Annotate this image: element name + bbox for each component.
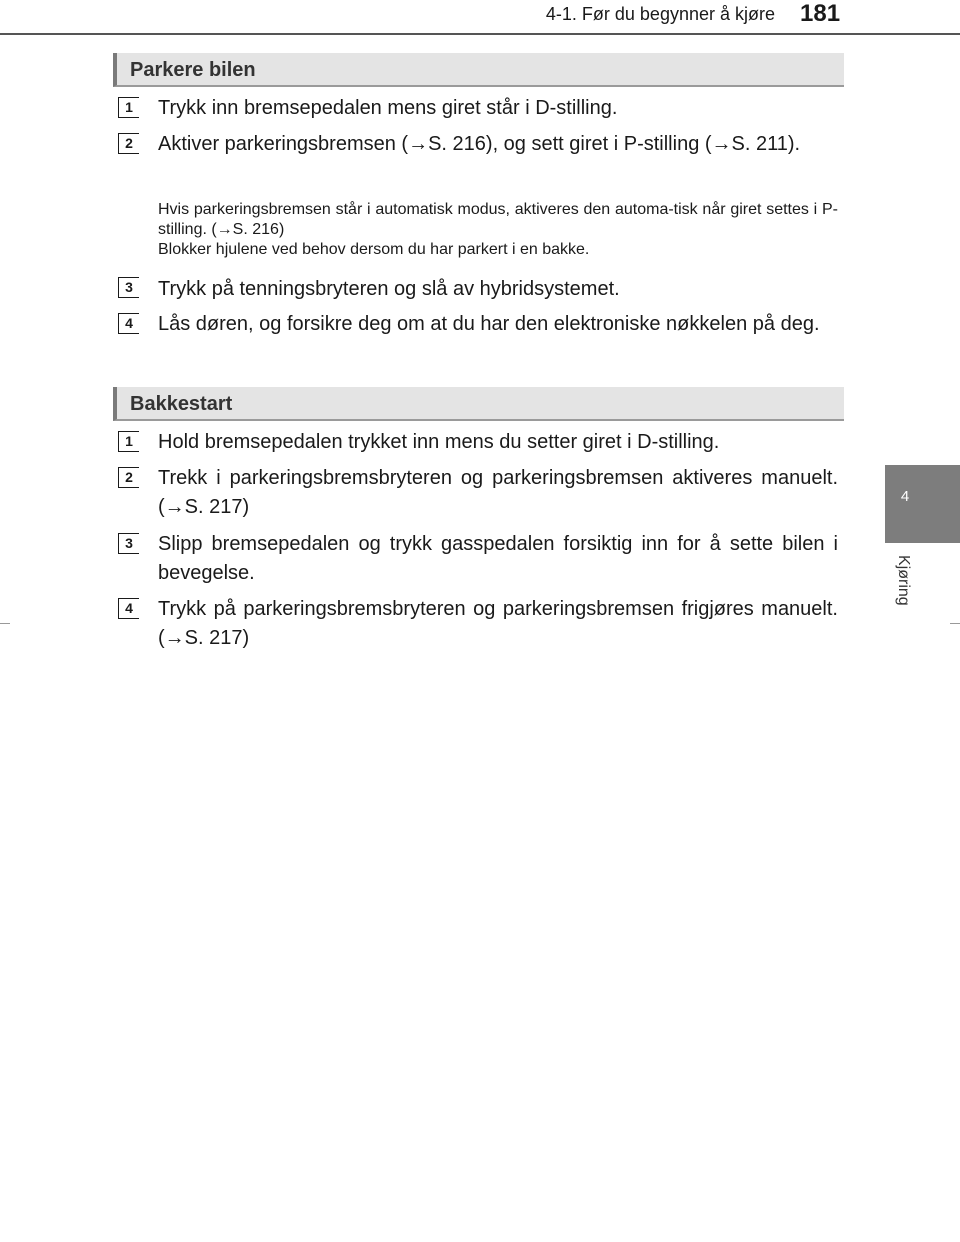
chapter-label-text: Kjøring: [895, 555, 912, 606]
crop-mark-left: [0, 623, 10, 624]
step-number: 3: [118, 533, 139, 554]
step-text: Trekk i parkeringsbremsbryteren og parkeringsbremsen aktiveres manuelt. (→S. 217): [158, 467, 838, 518]
step-text: Slipp bremsepedalen og trykk gasspedalen forsiktig inn for å sette bilen i bevegelse.: [158, 533, 838, 584]
section-title: Bakkestart: [130, 393, 233, 415]
step-number: 2: [118, 467, 139, 488]
chapter-label: [888, 555, 918, 625]
chapter-tab: [885, 465, 960, 543]
step-text: Aktiver parkeringsbremsen (→S. 216), og sett giret i P-stilling (→S. 211).: [158, 133, 801, 155]
step-number: 4: [118, 313, 139, 334]
note-text: Blokker hjulene ved behov dersom du har parkert i en bakke.: [158, 241, 590, 258]
step-number: 2: [118, 133, 139, 154]
crop-mark-right: [950, 623, 960, 624]
section-title: Parkere bilen: [130, 59, 256, 81]
section-header-parking: [113, 53, 844, 87]
step-number: 3: [118, 277, 139, 298]
header-section-title: 4-1. Før du begynner å kjøre: [545, 4, 775, 24]
step-number: 1: [118, 431, 139, 452]
page-number: 181: [800, 0, 841, 27]
step-text: Trykk på tenningsbryteren og slå av hybridsystemet.: [158, 278, 620, 300]
step-text: Lås døren, og forsikre deg om at du har den elektroniske nøkkelen på deg.: [158, 313, 820, 335]
step-text: Trykk på parkeringsbremsbryteren og parkeringsbremsen frigjøres manuelt. (→S. 217): [158, 598, 838, 649]
header-rule: [0, 33, 960, 35]
step-text: Trykk inn bremsepedalen mens giret står i D-stilling.: [158, 97, 618, 119]
step-text: Hold bremsepedalen trykket inn mens du setter giret i D-stilling.: [158, 431, 720, 453]
section-header-hill-start: [113, 387, 844, 421]
step-number: 1: [118, 97, 139, 118]
step-number: 4: [118, 598, 139, 619]
note-block: [158, 200, 838, 260]
note-text: Hvis parkeringsbremsen står i automatisk modus, aktiveres den automa-tisk når giret settes i P-stilling. (→S. 216): [158, 201, 838, 238]
chapter-number: 4: [900, 488, 910, 505]
